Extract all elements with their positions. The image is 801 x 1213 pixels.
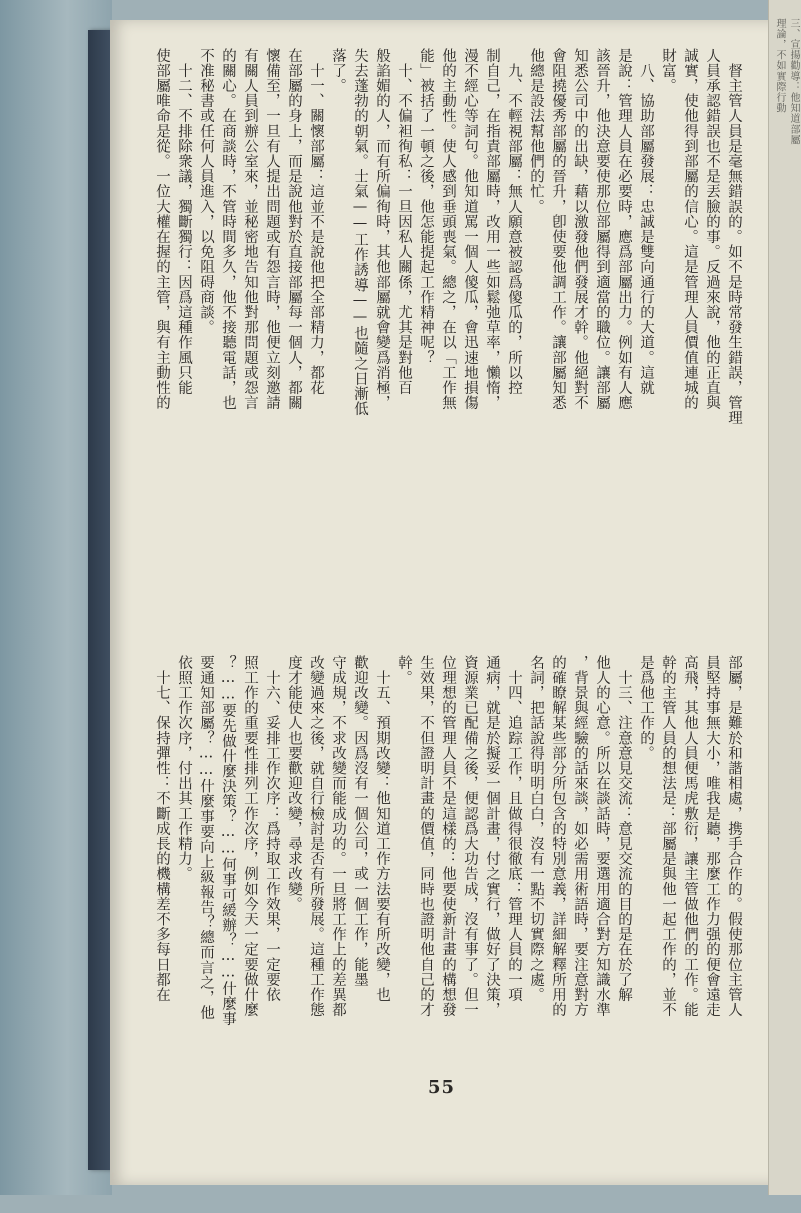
text-column: 要通知部屬？……什麼事要向上級報告？總而言之，他 <box>198 655 214 1021</box>
text-column: 漫不經心等詞句。他知道罵一個人傻瓜，會迅速地損傷 <box>462 48 478 411</box>
text-column: 幹的主管人員的想法是：部屬是與他一起工作的，並不 <box>660 655 676 1018</box>
text-column: 財富。 <box>660 48 676 94</box>
text-column: 歡迎改變。因爲沒有一個公司，或一個工作，能墨 <box>352 655 368 988</box>
text-column: 幹。 <box>396 655 412 686</box>
text-column: 不准秘書或任何人員進入，以免阻碍商談。 <box>198 48 214 335</box>
text-column: 知悉公司中的出缺，藉以激發他們發展才幹。他絕對不 <box>572 48 588 411</box>
text-column: 度才能使人也要歡迎改變，尋求改變。 <box>286 655 302 912</box>
text-column: 他人的心意。所以在談話時，要選用適合對方知識水準 <box>594 655 610 1018</box>
text-column: 的關心。在商談時，不管時間多久，他不接聽電話，也 <box>220 48 236 411</box>
text-column: 人員承認錯誤也不是丟臉的事。反過來說，他的正直與 <box>704 48 720 411</box>
text-column: 十三、注意意見交流：意見交流的目的是在於了解 <box>616 655 632 1003</box>
text-column: 十二、不排除衆議，獨斷獨行：因爲這種作風只能 <box>176 48 192 396</box>
text-column: 在部屬的身上，而是說他對於直接部屬每一個人，都關 <box>286 48 302 411</box>
facing-page-column: 理論，不如實際行動 <box>774 18 785 114</box>
text-column: 十五、預期改變：他知道工作方法要有所改變，也 <box>374 655 390 1003</box>
text-column: 守成規，不求改變而能成功的。一旦將工作上的差異都 <box>330 655 346 1018</box>
text-column: 十六、妥排工作次序：爲持取工作效果，一定要依 <box>264 655 280 1003</box>
text-column: 十七、保持彈性：不斷成長的機構差不多每日都在 <box>154 655 170 1003</box>
facing-page-column: 三、宣揚勸導：他知道部屬 <box>788 18 799 146</box>
text-column: 位理想的管理人員不是這樣的：他要使新計畫的構想發 <box>440 655 456 1018</box>
text-column: 落了。 <box>330 48 346 94</box>
text-column: 使部屬唯命是從。一位大權在握的主管，與有主動性的 <box>154 48 170 411</box>
text-column: 照工作的重要性排列工作次序，例如今天一定要做什麼 <box>242 655 258 1018</box>
text-column: 名詞，把話說得明明白白，沒有一點不切實際之處。 <box>528 655 544 1003</box>
facing-page-edge <box>768 0 801 1195</box>
upper-text-band <box>130 48 745 618</box>
text-column: 般諂媚的人，而有所偏徇時，其他部屬就會變爲消極， <box>374 48 390 411</box>
text-column: 他總是設法幫他們的忙。 <box>528 48 544 215</box>
text-column: 十、不偏袒徇私：一旦因私人關係，尤其是對他百 <box>396 48 412 396</box>
text-column: 督主管人員是毫無錯誤的。如不是時常發生錯誤，管理 <box>726 48 742 426</box>
text-column: 高飛，其他人員便馬虎敷衍，讓主管做他們的工作。能 <box>682 655 698 1018</box>
text-column: 是爲他工作的。 <box>638 655 654 761</box>
text-column: 八、協助部屬發展：忠誠是雙向通行的大道。這就 <box>638 48 654 396</box>
text-column: 部屬，是難於和諧相處，携手合作的。假使那位主管人 <box>726 655 742 1018</box>
text-column: ？……要先做什麼決策？……何事可緩辦？……什麼事 <box>220 655 236 1027</box>
text-column: 誠實，使他得到部屬的信心。這是管理人員價值連城的 <box>682 48 698 411</box>
text-column: 制自己，在指責部屬時，改用一些如鬆弛草率，懶惰， <box>484 48 500 411</box>
text-column: 失去蓬勃的朝氣。士氣——工作誘導——也隨之日漸低 <box>352 48 368 417</box>
text-column: 資源業已配備之後，便認爲大功告成，沒有事了。但一 <box>462 655 478 1018</box>
lower-text-band <box>154 655 745 1175</box>
text-column: 十一、關懷部屬：這並不是說他把全部精力，都花 <box>308 48 324 396</box>
text-column: 的確瞭解某些部分所包含的特別意義，詳細解釋所用的 <box>550 655 566 1018</box>
text-column: 九、不輕視部屬：無人願意被認爲傻瓜的，所以控 <box>506 48 522 396</box>
page-number: 55 <box>428 1077 456 1098</box>
text-column: 能」被括了一頓之後，他怎能提起工作精神呢？ <box>418 48 434 366</box>
text-column: 該晉升，他決意要使那位部屬得到適當的職位。讓部屬 <box>594 48 610 411</box>
text-column: 是說：管理人員在必要時，應爲部屬出力。例如有人應 <box>616 48 632 411</box>
text-column: 通病，就是於擬妥一個計畫，付之實行，做好了決策， <box>484 655 500 1018</box>
text-column: 員堅持事無大小，唯我是聽，那麼工作力强的便會遠走 <box>704 655 720 1018</box>
text-column: 十四、追踪工作，且做得很徹底：管理人員的一項 <box>506 655 522 1003</box>
text-column: 改變過來之後，就自行檢討是否有所發展。這種工作態 <box>308 655 324 1018</box>
text-column: 依照工作次序，付出其工作精力。 <box>176 655 192 882</box>
text-column: 他的主動性。使人感到垂頭喪氣。總之，在以「工作無 <box>440 48 456 411</box>
text-column: 生效果，不但證明計畫的價值，同時也證明他自己的才 <box>418 655 434 1018</box>
text-column: ，背景與經驗的話來談，如必需用術語時，要注意對方 <box>572 655 588 1018</box>
text-column: 懷備至，一旦有人提出問題或有怨言時，他便立刻邀請 <box>264 48 280 411</box>
text-column: 有關人員到辦公室來，並秘密地告知他對那問題或怨言 <box>242 48 258 411</box>
text-column: 會阻撓優秀部屬的晉升，卽使要他調工作。讓部屬知悉 <box>550 48 566 411</box>
